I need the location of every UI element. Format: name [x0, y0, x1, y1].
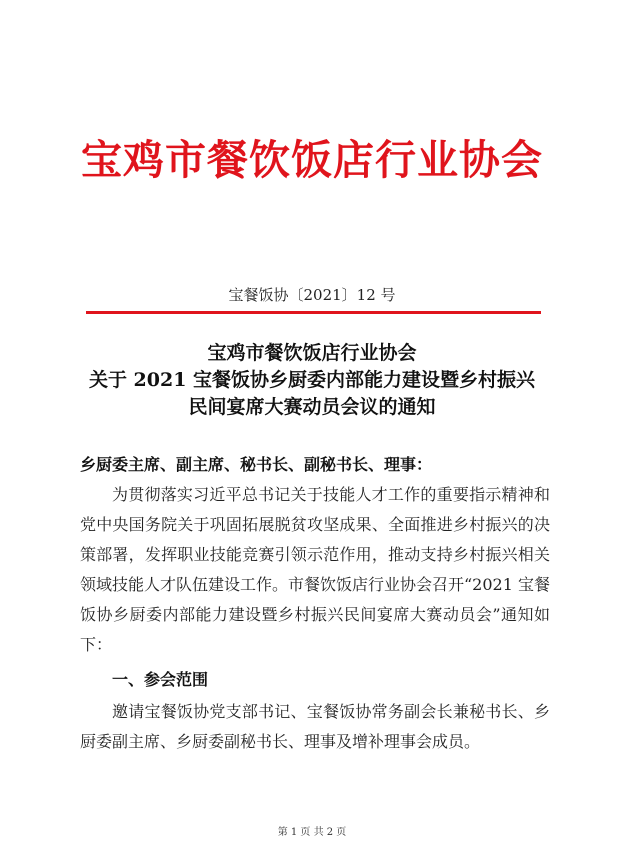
intro-paragraph: 为贯彻落实习近平总书记关于技能人才工作的重要指示精神和党中央国务院关于巩固拓展脱贫攻坚成果、全面推进乡村振兴的决策部署，发挥职业技能竞赛引领示范作用，推动支持乡村振兴相关领域技能人才队伍建设工作。市餐饮饭店行业协会召开“2021 宝餐饭协乡厨委内部能力建设暨乡村振兴民间宴席大赛动员会”通知如下：	[80, 485, 550, 654]
salutation: 乡厨委主席、副主席、秘书长、副秘书长、理事：	[80, 455, 433, 474]
page-indicator: 第 1 页 共 2 页	[277, 827, 347, 838]
red-divider-line	[86, 311, 541, 314]
title-line-3: 民间宴席大赛动员会议的通知	[188, 396, 436, 418]
title-line-1: 宝鸡市餐饮饭店行业协会	[207, 342, 417, 364]
title-line-2: 关于 2021 宝餐饭协乡厨委内部能力建设暨乡村振兴	[88, 369, 536, 391]
section-1-paragraph: 邀请宝餐饭协党支部书记、宝餐饭协常务副会长兼秘书长、乡厨委副主席、乡厨委副秘书长、理事及增补理事会成员。	[80, 702, 550, 751]
organization-letterhead: 宝鸡市餐饮饭店行业协会	[81, 136, 543, 184]
section-1-heading: 一、参会范围	[112, 670, 209, 689]
notice-title	[0, 340, 624, 421]
document-number: 宝餐饭协〔2021〕12 号	[228, 286, 396, 304]
